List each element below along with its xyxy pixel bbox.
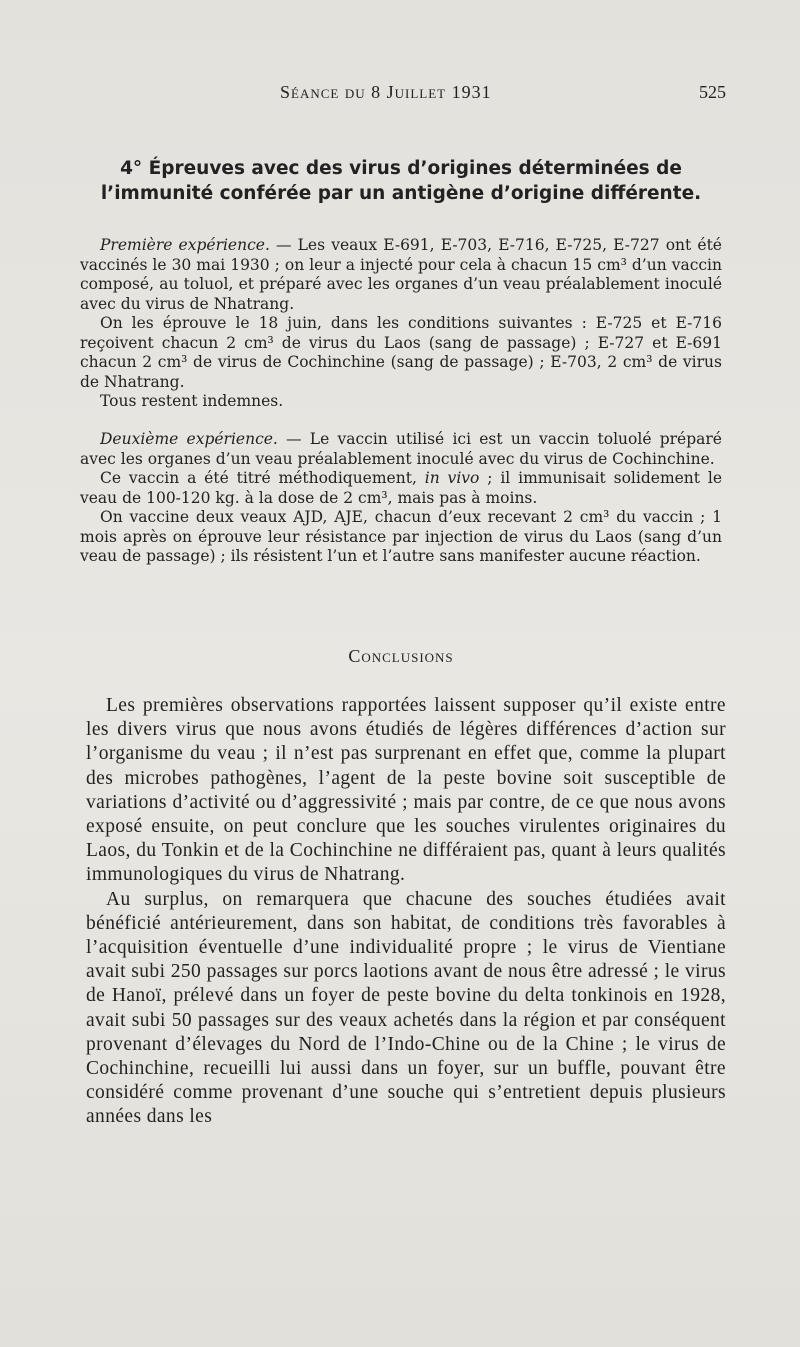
titration-text-a: Ce vaccin a été titré méthodiquement, xyxy=(100,469,425,487)
second-experiment-text: — Le vaccin utilisé ici est un vaccin toluolé préparé avec les organes d’un veau préalablement inoculé avec du virus de Cochinchine. xyxy=(80,430,722,468)
first-experiment-lead: Première expérience. xyxy=(100,236,270,254)
first-experiment-paragraph xyxy=(80,236,722,314)
second-experiment-result: On vaccine deux veaux AJD, AJE, chacun d’eux recevant 2 cm³ du vaccin ; 1 mois après on éprouve leur résistance par injection de virus du Laos (sang d’un veau de passage) ; ils résistent l’un et l’autre sans manifester aucune réaction. xyxy=(80,508,722,565)
first-experiment-result: Tous restent indemnes. xyxy=(100,392,284,410)
first-experiment-challenge: On les éprouve le 18 juin, dans les conditions suivantes : E-725 et E-716 reçoivent chacun 2 cm³ de virus du Laos (sang de passage) ; E-727 et E-691 chacun 2 cm³ de virus de Cochinchine (sang de passage) ; E-703, 2 cm³ de virus de Nhatrang. xyxy=(80,314,722,391)
first-experiment xyxy=(80,236,722,412)
first-experiment-text: — Les veaux E-691, E-703, E-716, E-725, E-727 ont été vaccinés le 30 mai 1930 ; on leur a injecté pour cela à chacun 15 cm³ d’un vaccin composé, au toluol, et préparé avec les organes d’un veau préalablement inoculé avec du virus de Nhatrang. xyxy=(80,236,722,313)
second-experiment-titration xyxy=(80,469,722,508)
titration-in-vivo: in vivo xyxy=(424,469,480,487)
second-experiment-lead: Deuxième expérience. xyxy=(100,430,278,448)
section-title: 4° Épreuves avec des virus d’origines déterminées de l’immunité conférée par un antigène d’origine différente. xyxy=(100,158,702,204)
page-header xyxy=(80,82,726,112)
conclusions-body xyxy=(86,694,726,1130)
running-title: Séance du 8 Juillet 1931 xyxy=(280,82,492,102)
conclusions-paragraph-2: Au surplus, on remarquera que chacune des souches étudiées avait bénéficié antérieurement, dans son habitat, de conditions très favorables à l’acquisition éventuelle d’une individualité propre ; le virus de Vientiane avait subi 250 passages sur porcs laotions avant de nous être adressé ; le virus de Hanoï, prélevé dans un foyer de peste bovine du delta tonkinois en 1928, avait subi 50 passages sur des veaux achetés dans la région et par conséquent provenant d’élevages du Nord de l’Indo-Chine ou de la Chine ; le virus de Cochinchine, recueilli lui aussi dans un foyer, sur un buffle, pouvant être considéré comme provenant d’une souche qui s’entretient depuis plusieurs années dans les xyxy=(86,888,726,1128)
second-experiment-paragraph xyxy=(80,430,722,469)
conclusions-heading: Conclusions xyxy=(348,646,454,666)
second-experiment xyxy=(80,430,722,567)
page-number: 525 xyxy=(699,82,726,102)
titration-text-b: ; il immunisait solidement le veau de 100-120 kg. à la dose de 2 cm³, mais pas à moins. xyxy=(80,469,723,507)
conclusions-paragraph-1: Les premières observations rapportées laissent supposer qu’il existe entre les divers virus que nous avons étudiés de légères différences d’action sur l’organisme du veau ; il n’est pas surprenant en effet que, comme la plupart des microbes pathogènes, l’agent de la peste bovine soit susceptible de variations d’activité ou d’aggressivité ; mais par contre, de ce que nous avons exposé ensuite, on peut conclure que les souches virulentes originaires du Laos, du Tonkin et de la Cochinchine ne différaient pas, quant à leurs qualités immunologiques du virus de Nhatrang. xyxy=(86,695,726,886)
